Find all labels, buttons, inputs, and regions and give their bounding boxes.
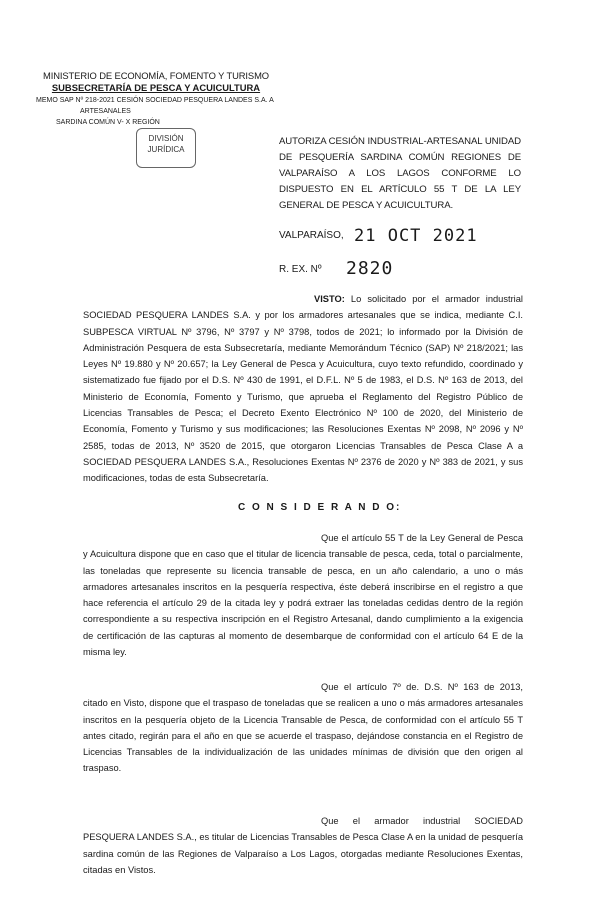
subsecretaria-name: SUBSECRETARÍA DE PESCA Y ACUICULTURA — [51, 82, 261, 93]
resolution-date: 21 OCT 2021 — [354, 226, 478, 246]
memo-line-1: MEMO SAP Nº 218-2021 CESIÓN SOCIEDAD PESQUERA LANDES S.A. A — [36, 97, 274, 104]
rex-number: 2820 — [346, 258, 394, 279]
ministry-name: MINISTERIO DE ECONOMÍA, FOMENTO Y TURISMO — [43, 70, 269, 81]
rex-label: R. EX. Nº — [279, 264, 322, 275]
division-juridica-stamp: DIVISIÓN JURÍDICA — [136, 128, 196, 168]
visto-label: VISTO: — [314, 294, 345, 304]
place-label: VALPARAÍSO, — [279, 230, 344, 241]
letterhead — [36, 70, 276, 127]
considerando-paragraph-3: Que el armador industrial SOCIEDAD PESQUERA LANDES S.A., es titular de Licencias Transables de Pesca Clase A en la unidad de pesquería sardina común de las Regiones de Valparaíso a Los Lagos, otorgadas mediante Resoluciones Exentas, citadas en Vistos. — [83, 816, 523, 875]
visto-text: Lo solicitado por el armador industrial SOCIEDAD PESQUERA LANDES S.A. y por los armadores artesanales que se indica, mediante C.I. SUBPESCA VIRTUAL Nº 3796, Nº 3797 y Nº 3798, todos de 2021; lo informado por la División de Administración Pesquera de esta Subsecretaría, mediante Memorándum Técnico (SAP) Nº 218/2021; las Leyes Nº 19.880 y Nº 20.657; la Ley General de Pesca y Acuicultura, cuyo texto refundido, coordinado y sistematizado fue fijado por el D.S. Nº 430 de 1991, el D.F.L. Nº 5 de 1983, el D.S. Nº 163 de 2013, del Ministerio de Economía, Fomento y Turismo, que aprueba el Reglamento del Registro Público de Licencias Transables de Pesca; el Decreto Exento Electrónico Nº 100 de 2020, del Ministerio de Economía, Fomento y Turismo y sus modificaciones; las Resoluciones Exentas Nº 2098, Nº 2096 y Nº 2585, todas de 2013, Nº 3520 de 2015, que otorgaron Licencias Transables de Pesca Clase A a SOCIEDAD PESQUERA LANDES S.A., Resoluciones Exentas Nº 2376 de 2020 y Nº 383 de 2021, y sus modificaciones, todas de esta Subsecretaría. — [83, 294, 523, 484]
considerando-paragraph-1: Que el artículo 55 T de la Ley General de Pesca y Acuicultura dispone que en caso que el titular de licencia transable de pesca, ceda, total o parcialmente, las toneladas que represente su licencia transable de pesca, en un año calendario, a uno o más armadores artesanales inscritos en la pesquería respectiva, éste deberá inscribirse en el registro a que hace referencia el artículo 29 de la citada ley y podrá extraer las toneladas cedidas dentro de la región correspondiente a su respectiva inscripción en el Registro Artesanal, dando cumplimiento a la exigencia de certificación de las capturas al momento de desembarque de conformidad con el artículo 64 E de la misma ley. — [83, 533, 523, 658]
memo-line-2: ARTESANALES — [80, 108, 131, 115]
considerando-paragraph-2: Que el artículo 7º de. D.S. Nº 163 de 2013, citado en Visto, dispone que el traspaso de toneladas que se realicen a uno o más armadores artesanales inscritos en la pesquería objeto de la Licencia Transable de Pesca, de conformidad con el artículo 55 T antes citado, regirán para el año en que se acuerde el traspaso, dejándose constancia en el Registro de Licencias Transables de la individualización de las unidades mínimas de división que den origen al traspaso. — [83, 682, 523, 774]
resolution-title: AUTORIZA CESIÓN INDUSTRIAL-ARTESANAL UNIDAD DE PESQUERÍA SARDINA COMÚN REGIONES DE VALPARAÍSO A LOS LAGOS CONFORME LO DISPUESTO EN EL ARTÍCULO 55 T DE LA LEY GENERAL DE PESCA Y ACUICULTURA. — [279, 136, 521, 211]
visto-paragraph — [83, 291, 523, 487]
memo-line-3: SARDINA COMÚN V- X REGIÓN — [56, 119, 160, 126]
considerando-heading: C O N S I D E R A N D O: — [238, 502, 402, 513]
